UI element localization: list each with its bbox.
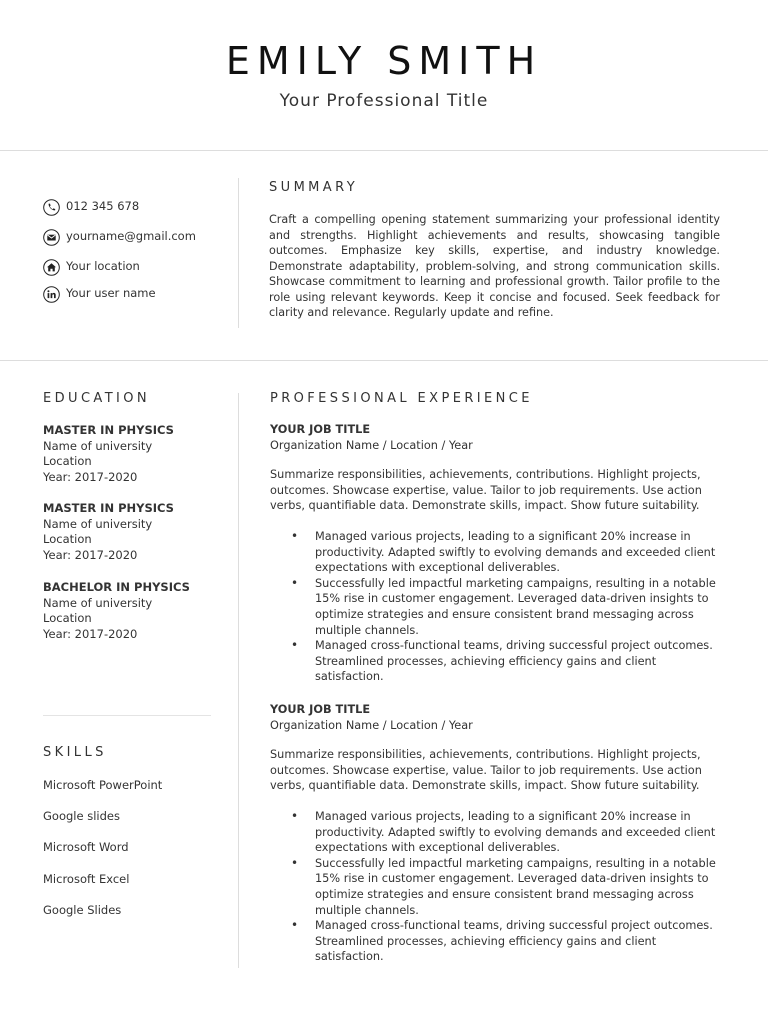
- job-bullet: • Managed cross-functional teams, driving successful project outcomes. Streamlined processes, achieving efficiency gains and client satisfaction.: [315, 918, 725, 965]
- education-degree: MASTER IN PHYSICS: [43, 501, 174, 515]
- professional-title: Your Professional Title: [279, 91, 489, 111]
- education-year: Year: 2017-2020: [43, 469, 138, 484]
- header-divider: [0, 150, 768, 151]
- job-title: YOUR JOB TITLE: [270, 703, 371, 716]
- job-title: YOUR JOB TITLE: [270, 423, 371, 436]
- education-item: [43, 580, 223, 642]
- education-location: Location: [43, 532, 92, 547]
- education-university: Name of university: [43, 516, 153, 531]
- linkedin-icon: [43, 286, 60, 303]
- contact-location: [43, 259, 140, 279]
- summary-divider: [0, 360, 768, 361]
- contact-phone: [43, 199, 139, 219]
- job-summary: Summarize responsibilities, achievements, contributions. Highlight projects, outcomes. Showcase expertise, value. Tailor to job requirements. Use action verbs, quantifiable data. Demonstrate skills, impact. Show future suitability.: [270, 468, 702, 513]
- education-university: Name of university: [43, 595, 153, 610]
- experience-heading: PROFESSIONAL EXPERIENCE: [270, 391, 533, 406]
- job-bullet: • Managed various projects, leading to a significant 20% increase in productivity. Adapted swiftly to evolving demands and exceeded client expectations with exceptional deliverables.: [315, 529, 725, 576]
- job-organization: Organization Name / Location / Year: [270, 438, 473, 452]
- bottom-column-divider: [238, 393, 239, 968]
- contact-location-text: Your location: [66, 259, 140, 273]
- home-icon: [43, 259, 60, 276]
- contact-email: [43, 229, 196, 249]
- skills-heading: SKILLS: [43, 745, 107, 760]
- education-location: Location: [43, 454, 92, 469]
- education-university: Name of university: [43, 438, 153, 453]
- summary-heading: SUMMARY: [269, 180, 359, 195]
- person-name: EMILY SMITH: [225, 39, 543, 83]
- job-bullet-list: [270, 809, 725, 965]
- phone-icon: [43, 199, 60, 216]
- education-degree: MASTER IN PHYSICS: [43, 423, 174, 437]
- education-item: [43, 423, 223, 485]
- job-organization: Organization Name / Location / Year: [270, 718, 473, 732]
- skill-item: Google slides: [43, 809, 120, 823]
- education-year: Year: 2017-2020: [43, 547, 138, 562]
- contact-email-text: yourname@gmail.com: [66, 229, 196, 243]
- job-bullet: • Successfully led impactful marketing campaigns, resulting in a notable 15% rise in customer engagement. Leveraged data-driven insights to optimize strategies and ensure consistent brand messaging across multiple channels.: [315, 856, 725, 918]
- education-item: [43, 501, 223, 563]
- job-bullet: • Managed various projects, leading to a significant 20% increase in productivity. Adapted swiftly to evolving demands and exceeded client expectations with exceptional deliverables.: [315, 809, 725, 856]
- job-bullet-list: [270, 529, 725, 685]
- skill-item: Microsoft Word: [43, 840, 129, 854]
- job-bullet: • Successfully led impactful marketing campaigns, resulting in a notable 15% rise in customer engagement. Leveraged data-driven insights to optimize strategies and ensure consistent brand messaging across multiple channels.: [315, 576, 725, 638]
- skill-item: Google Slides: [43, 903, 122, 917]
- education-year: Year: 2017-2020: [43, 626, 138, 641]
- job-entry: [270, 422, 725, 685]
- job-bullet: • Managed cross-functional teams, driving successful project outcomes. Streamlined processes, achieving efficiency gains and client satisfaction.: [315, 638, 725, 685]
- education-skills-divider: [43, 715, 211, 716]
- job-summary: Summarize responsibilities, achievements, contributions. Highlight projects, outcomes. Showcase expertise, value. Tailor to job requirements. Use action verbs, quantifiable data. Demonstrate skills, impact. Show future suitability.: [270, 748, 702, 793]
- education-heading: EDUCATION: [43, 391, 151, 406]
- contact-linkedin: [43, 286, 156, 306]
- contact-phone-text: 012 345 678: [66, 199, 140, 213]
- education-location: Location: [43, 611, 92, 626]
- skill-item: Microsoft PowerPoint: [43, 778, 163, 792]
- top-column-divider: [238, 178, 239, 328]
- education-degree: BACHELOR IN PHYSICS: [43, 580, 190, 594]
- email-icon: [43, 229, 60, 246]
- skill-item: Microsoft Excel: [43, 872, 130, 886]
- summary-text: Craft a compelling opening statement summarizing your professional identity and strengths. Highlight achievements and results, showcasing tangible outcomes. Emphasize key skills, expertise, and industry knowledge. Demonstrate adaptability, problem-solving, and strong communication skills. Showcase commitment to learning and professional growth. Tailor profile to the role using relevant keywords. Keep it concise and focused. Seek feedback for clarity and relevance. Regularly update and refine.: [269, 213, 720, 319]
- contact-linkedin-text: Your user name: [66, 286, 156, 300]
- job-entry: [270, 702, 725, 965]
